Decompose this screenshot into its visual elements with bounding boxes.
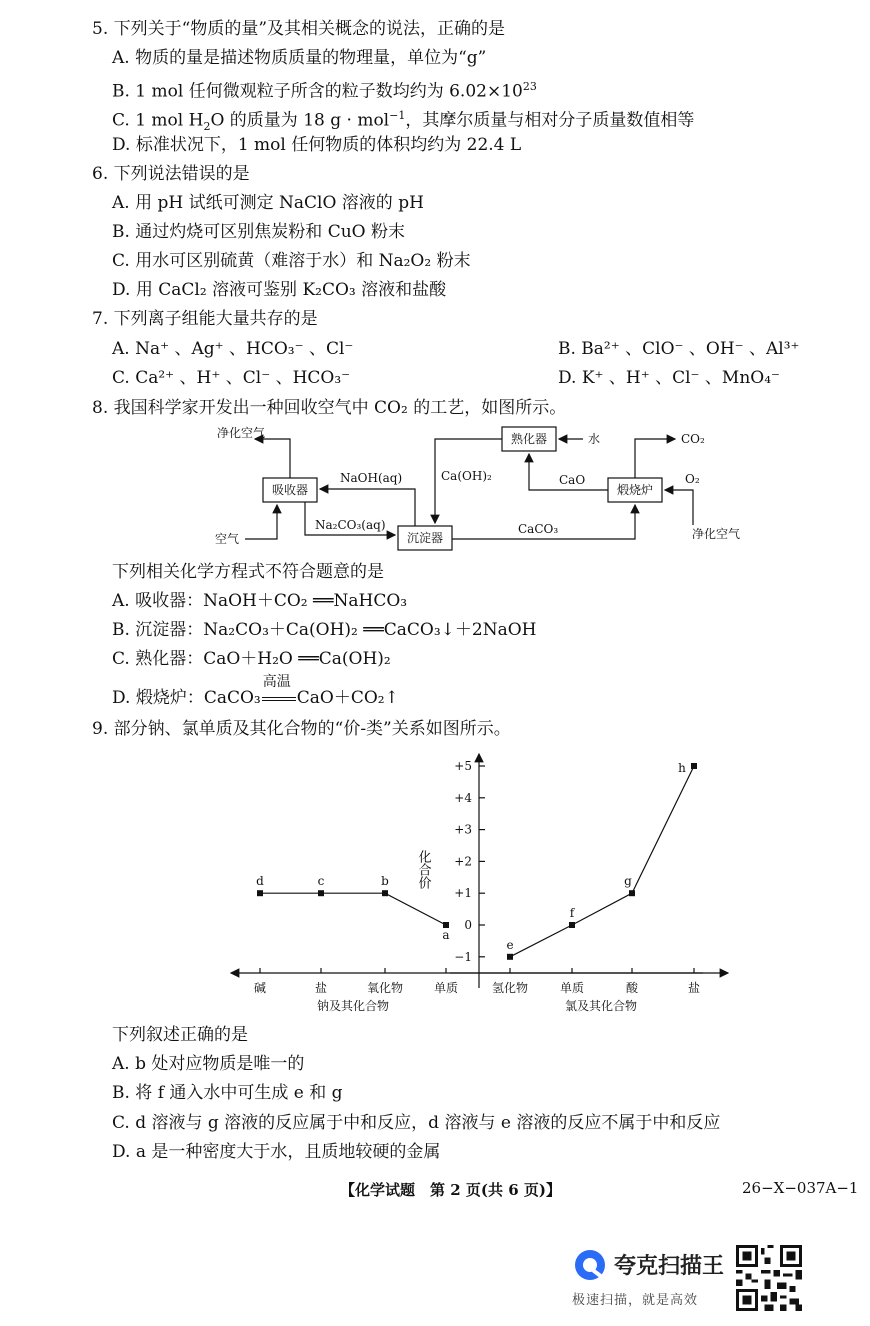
q6-option-c: C. 用水可区别硫黄（难溶于水）和 Na₂O₂ 粉末	[112, 251, 471, 271]
co2-label: CO₂	[681, 432, 705, 446]
air-label: 空气	[215, 532, 240, 546]
y-tick-label: 0	[464, 918, 472, 932]
q5-option-d: D. 标准状况下，1 mol 任何物质的体积均约为 22.4 L	[112, 135, 522, 155]
q5-stem: 5. 下列关于“物质的量”及其相关概念的说法，正确的是	[92, 19, 506, 39]
q8-option-d	[112, 674, 399, 709]
q8-option-a: A. 吸收器：NaOH＋CO₂ ══NaHCO₃	[112, 591, 408, 611]
scanner-watermark	[572, 1245, 802, 1315]
point-label: g	[624, 874, 632, 889]
y-tick-label: +1	[454, 886, 472, 901]
q5-option-b	[112, 76, 537, 103]
valence-class-chart	[228, 752, 733, 1017]
y-axis-label: 化合价	[415, 850, 431, 889]
point-label: d	[256, 874, 264, 889]
q9-option-a: A. b 处对应物质是唯一的	[112, 1054, 305, 1074]
q8-option-c: C. 熟化器：CaO＋H₂O ══Ca(OH)₂	[112, 649, 391, 669]
x-tick-label: 酸	[625, 981, 639, 995]
x-tick-label: 氢化物	[491, 981, 529, 995]
page-footer-code: 26−X−037A−1	[742, 1179, 859, 1197]
x-tick-label: 单质	[433, 981, 459, 995]
q5-c-sup: −1	[389, 109, 406, 122]
q7-option-d: D. K⁺ 、H⁺ 、Cl⁻ 、MnO₄⁻	[558, 368, 781, 388]
point-label: e	[506, 937, 514, 952]
group-label-chlorine: 氯及其化合物	[564, 999, 638, 1013]
caco3-label: CaCO₃	[518, 522, 559, 536]
na2co3-label: Na₂CO₃(aq)	[315, 518, 386, 532]
group-label-sodium: 钠及其化合物	[316, 999, 390, 1013]
point-label: h	[678, 761, 686, 775]
data-point	[382, 890, 388, 896]
q7-option-b: B. Ba²⁺ 、ClO⁻ 、OH⁻ 、Al³⁺	[558, 339, 800, 359]
q8-d-text2: CaO＋CO₂↑	[296, 688, 399, 708]
x-tick-label: 盐	[314, 981, 328, 995]
q5-c-text3: ，其摩尔质量与相对分子质量数值相等	[405, 110, 695, 131]
data-point	[569, 922, 575, 928]
brand-slogan: 极速扫描，就是高效	[572, 1293, 699, 1308]
brand-name: 夸克扫描王	[614, 1254, 725, 1279]
o2-label: O₂	[685, 472, 700, 486]
calciner-box: 煅烧炉	[616, 483, 654, 497]
qr-code-icon	[736, 1245, 802, 1311]
q5-option-a: A. 物质的量是描述物质质量的物理量，单位为“g”	[112, 48, 487, 68]
y-tick-label: +4	[454, 790, 472, 805]
q9-option-b: B. 将 f 通入水中可生成 e 和 g	[112, 1083, 343, 1103]
data-point	[507, 954, 513, 960]
q6-stem: 6. 下列说法错误的是	[92, 164, 250, 184]
q6-option-b: B. 通过灼烧可区别焦炭粉和 CuO 粉末	[112, 222, 406, 242]
process-flow-diagram	[205, 425, 785, 555]
q9-stem: 9. 部分钠、氯单质及其化合物的“价-类”关系如图所示。	[92, 719, 511, 739]
page-footer-title: 【化学试题 第 2 页(共 6 页)】	[340, 1181, 561, 1199]
cao-label: CaO	[559, 473, 586, 487]
q5-b-sup: 23	[522, 80, 537, 93]
y-tick-label: +3	[454, 822, 472, 837]
q5-b-text: B. 1 mol 任何微观粒子所含的粒子数均约为 6.02×10	[112, 81, 523, 102]
data-point	[318, 890, 324, 896]
caoh2-label: Ca(OH)₂	[441, 469, 492, 483]
q5-c-sub: 2	[203, 120, 211, 134]
absorber-box: 吸收器	[271, 483, 309, 497]
slaker-box: 熟化器	[510, 432, 548, 446]
data-point	[629, 890, 635, 896]
q8-substem: 下列相关化学方程式不符合题意的是	[112, 562, 384, 582]
x-tick-label: 单质	[559, 981, 585, 995]
point-label: a	[442, 928, 450, 942]
water-label: 水	[588, 432, 601, 446]
q5-c-text2: O 的质量为 18 g · mol	[210, 110, 390, 131]
precipitator-box: 沉淀器	[406, 531, 444, 545]
x-tick-label: 氧化物	[366, 981, 404, 995]
q7-stem: 7. 下列离子组能大量共存的是	[92, 309, 318, 329]
q9-option-c: C. d 溶液与 g 溶液的反应属于中和反应，d 溶液与 e 溶液的反应不属于中和反应	[112, 1113, 721, 1133]
naoh-label: NaOH(aq)	[340, 471, 403, 485]
y-tick-label: +2	[454, 854, 472, 869]
high-temp-condition	[261, 674, 297, 709]
point-label: c	[317, 874, 325, 889]
q6-option-a: A. 用 pH 试纸可测定 NaClO 溶液的 pH	[112, 193, 424, 213]
point-label: f	[569, 906, 575, 920]
quark-logo-icon	[572, 1247, 608, 1283]
q6-option-d: D. 用 CaCl₂ 溶液可鉴别 K₂CO₃ 溶液和盐酸	[112, 280, 447, 300]
x-tick-label: 盐	[687, 981, 701, 995]
series-line	[260, 893, 446, 925]
q8-d-text1: D. 煅烧炉：CaCO₃	[112, 688, 261, 708]
x-tick-label: 碱	[253, 981, 267, 995]
y-tick-label: +5	[454, 759, 472, 773]
clean-air-right-label: 净化空气	[692, 527, 741, 541]
series-line	[510, 766, 694, 957]
q9-option-d: D. a 是一种密度大于水，且质地较硬的金属	[112, 1142, 441, 1162]
data-point	[691, 763, 697, 769]
q9-substem: 下列叙述正确的是	[112, 1025, 248, 1045]
y-tick-label: −1	[454, 949, 472, 964]
q7-option-a: A. Na⁺ 、Ag⁺ 、HCO₃⁻ 、Cl⁻	[112, 339, 354, 359]
data-point	[257, 890, 263, 896]
q8-stem: 8. 我国科学家开发出一种回收空气中 CO₂ 的工艺，如图所示。	[92, 398, 567, 418]
q8-option-b: B. 沉淀器：Na₂CO₃＋Ca(OH)₂ ══CaCO₃↓＋2NaOH	[112, 620, 537, 640]
q5-c-text1: C. 1 mol H	[112, 110, 204, 131]
q7-option-c: C. Ca²⁺ 、H⁺ 、Cl⁻ 、HCO₃⁻	[112, 368, 351, 388]
condition-text: 高温	[262, 674, 291, 690]
point-label: b	[381, 874, 389, 889]
clean-air-label: 净化空气	[217, 426, 266, 440]
